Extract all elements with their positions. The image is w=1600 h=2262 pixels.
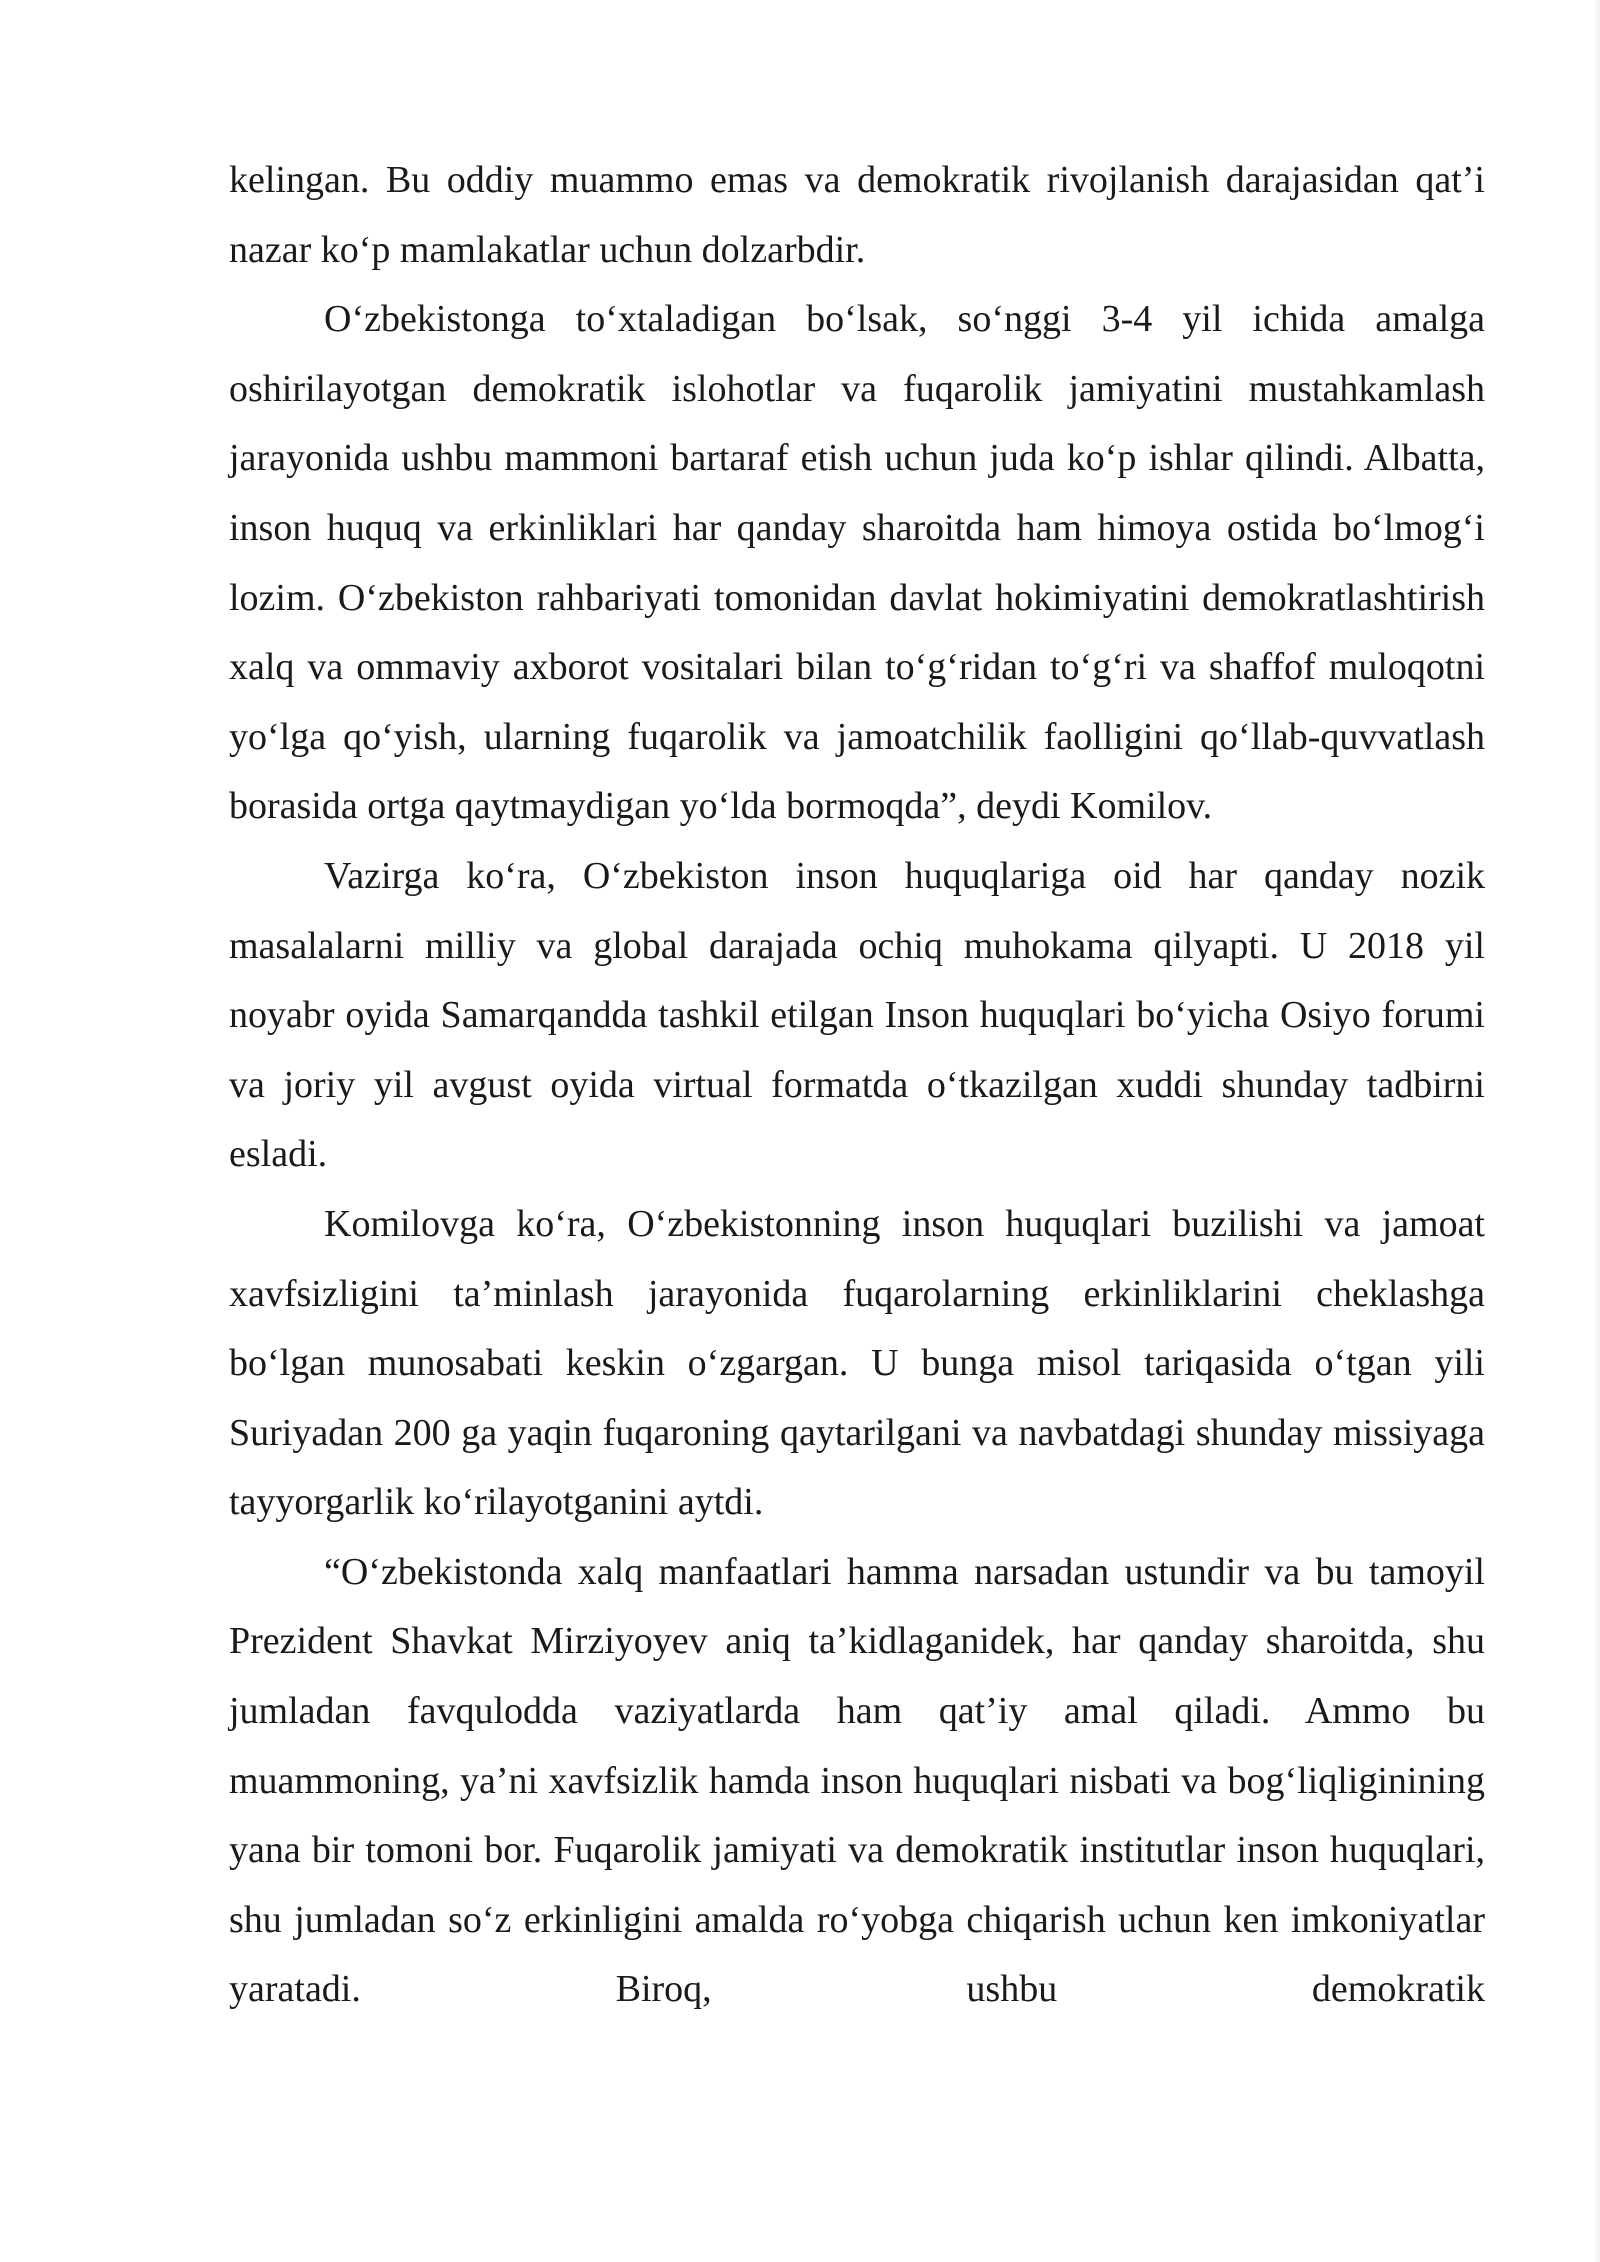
paragraph-5: “O‘zbekistonda xalq manfaatlari hamma narsadan ustundir va bu tamoyil Prezident Shavkat Mirziyoyev aniq ta’kidlaganidek, har qanday sharoitda, shu jumladan favqulodda vaziyatlarda ham qat’iy amal qiladi. Ammo bu muammoning, ya’ni xavfsizlik hamda inson huquqlari nisbati va bog‘liqliginining yana bir tomoni bor. Fuqarolik jamiyati va demokratik institutlar inson huquqlari, shu jumladan so‘z erkinligini amalda ro‘yobga chiqarish uchun ken imkoniyatlar yaratadi. Biroq, ushbu demokratik bbox=[229, 1550, 1485, 2011]
paragraph-2: O‘zbekistonga to‘xtaladigan bo‘lsak, so‘nggi 3-4 yil ichida amalga oshirilayotgan demokratik islohotlar va fuqarolik jamiyatini mustahkamlash jarayonida ushbu mammoni bartaraf etish uchun juda ko‘p ishlar qilindi. Albatta, inson huquq va erkinliklari har qanday sharoitda ham himoya ostida bo‘lmog‘i lozim. O‘zbekiston rahbariyati tomonidan davlat hokimiyatini demokratlashtirish xalq va ommaviy axborot vositalari bilan to‘g‘ridan to‘g‘ri va shaffof muloqotni yo‘lga qo‘yish, ularning fuqarolik va jamoatchilik faolligini qo‘llab-quvvatlash borasida ortga qaytmaydigan yo‘lda bormoqda”, deydi Komilov. bbox=[229, 298, 1485, 828]
document-page bbox=[229, 146, 1485, 2025]
paragraph-4: Komilovga ko‘ra, O‘zbekistonning inson huquqlari buzilishi va jamoat xavfsizligini ta’minlash jarayonida fuqarolarning erkinliklarini cheklashga bo‘lgan munosabati keskin o‘zgargan. U bunga misol tariqasida o‘tgan yili Suriyadan 200 ga yaqin fuqaroning qaytarilgani va navbatdagi shunday missiyaga tayyorgarlik ko‘rilayotganini aytdi. bbox=[229, 1202, 1485, 1524]
page-edge-shadow bbox=[1594, 0, 1600, 2262]
paragraph-3: Vazirga ko‘ra, O‘zbekiston inson huquqlariga oid har qanday nozik masalalarni milliy va global darajada ochiq muhokama qilyapti. U 2018 yil noyabr oyida Samarqandda tashkil etilgan Inson huquqlari bo‘yicha Osiyo forumi va joriy yil avgust oyida virtual formatda o‘tkazilgan xuddi shunday tadbirni esladi. bbox=[229, 854, 1485, 1176]
paragraph-1: kelingan. Bu oddiy muammo emas va demokratik rivojlanish darajasidan qat’i nazar ko‘p mamlakatlar uchun dolzarbdir. bbox=[229, 159, 1485, 271]
